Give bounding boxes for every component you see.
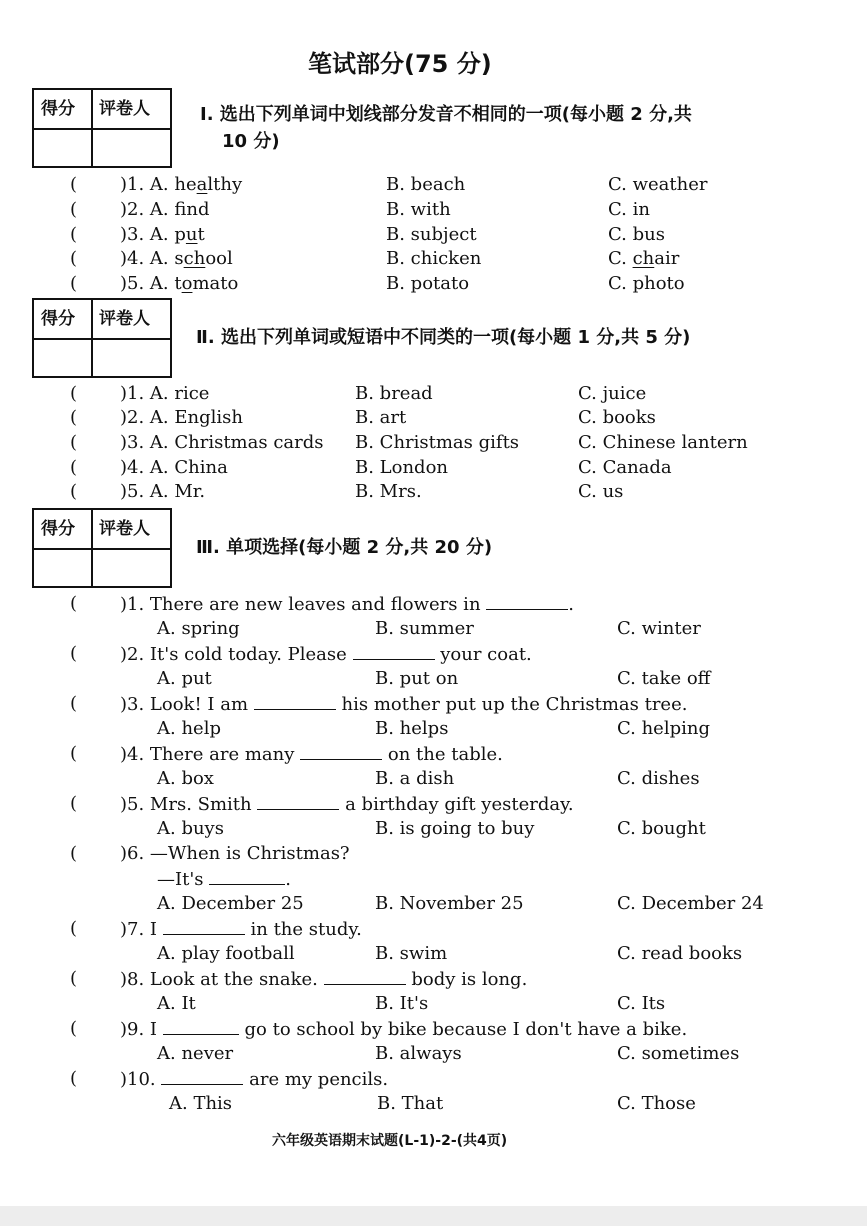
question-number: )2. A.: [120, 199, 169, 220]
option-c: C. in: [608, 199, 650, 220]
underlined-letters: ch: [183, 248, 206, 269]
answer-paren: (: [70, 1018, 78, 1039]
option-c: C. helping: [617, 718, 710, 739]
question-text: )10.: [120, 1069, 156, 1090]
option-c: C. dishes: [617, 768, 700, 789]
option-c: C. take off: [617, 668, 711, 689]
answer-blank[interactable]: [324, 968, 406, 985]
answer-paren: (: [70, 224, 78, 245]
question-stem: [0, 843, 867, 868]
score-box: [32, 508, 172, 588]
option-a: A. This: [169, 1093, 233, 1114]
option-a: school: [174, 248, 233, 269]
option-b: B. put on: [375, 668, 459, 689]
option-c: C. Chinese lantern: [578, 432, 748, 453]
answer-paren: (: [70, 457, 78, 478]
answer-paren: (: [70, 273, 78, 294]
option-a: A. box: [157, 768, 214, 789]
option-a: A. put: [157, 668, 212, 689]
score-label: 得分: [41, 309, 75, 329]
answer-blank[interactable]: [254, 693, 336, 710]
question-stem: ( )9. I go to school by bike because I don't have a bike.: [70, 1018, 688, 1040]
answer-blank[interactable]: [209, 868, 285, 885]
option-a: A. It: [157, 993, 196, 1014]
question-row: [0, 481, 867, 506]
question-text: )1. There are new leaves and flowers in: [120, 594, 481, 615]
option-b: B. always: [375, 1043, 462, 1064]
option-b: B. It's: [375, 993, 429, 1014]
answer-blank[interactable]: [163, 918, 245, 935]
question-text: —It's: [157, 869, 204, 890]
answer-paren: (: [70, 643, 78, 664]
answer-paren: (: [70, 432, 78, 453]
score-box: [32, 298, 172, 378]
option-b: B. beach: [386, 174, 466, 195]
question-text: )2. It's cold today. Please: [120, 644, 347, 665]
option-a: )2. A. English: [120, 407, 243, 428]
options-row: [0, 1093, 867, 1118]
question-row: [0, 457, 867, 482]
options-row: [0, 668, 867, 693]
section-1-heading: Ⅰ. 选出下列单词中划线部分发音不相同的一项(每小题 2 分,共: [200, 104, 692, 125]
option-a: A. December 25: [157, 893, 304, 914]
option-b: B. art: [355, 407, 407, 428]
question-stem: ( )4. There are many on the table.: [70, 743, 503, 765]
section-3-heading: Ⅲ. 单项选择(每小题 2 分,共 20 分): [196, 537, 493, 558]
option-c: C. sometimes: [617, 1043, 740, 1064]
answer-paren: (: [70, 481, 78, 502]
question-text: )6. —When is Christmas?: [120, 843, 350, 864]
question-text: )5. Mrs. Smith: [120, 794, 252, 815]
option-c: C. bus: [608, 224, 665, 245]
question-number: )3. A.: [120, 224, 169, 245]
answer-blank[interactable]: [257, 793, 339, 810]
options-row: [0, 818, 867, 843]
option-a: )1. A. rice: [120, 383, 210, 404]
option-b: B. bread: [355, 383, 433, 404]
question-row: [0, 273, 867, 298]
section-1-heading-cont: 10 分): [222, 131, 280, 152]
question-stem: ( )5. Mrs. Smith a birthday gift yesterday.: [70, 793, 574, 815]
option-c: C. winter: [617, 618, 701, 639]
option-b: B. potato: [386, 273, 470, 294]
answer-blank[interactable]: [353, 643, 435, 660]
option-b: B. with: [386, 199, 451, 220]
option-a: healthy: [174, 174, 243, 195]
option-a: A. buys: [157, 818, 224, 839]
option-a: fnd: [174, 199, 210, 220]
question-row: [0, 383, 867, 408]
options-row: [0, 618, 867, 643]
question-stem: ( )1. There are new leaves and flowers in .: [70, 593, 575, 615]
answer-paren: (: [70, 918, 78, 939]
question-stem: ( )2. It's cold today. Please your coat.: [70, 643, 532, 665]
option-c: C. weather: [608, 174, 708, 195]
question-stem: ( )8. Look at the snake. body is long.: [70, 968, 528, 990]
option-a: A. spring: [157, 618, 240, 639]
answer-paren: (: [70, 383, 78, 404]
underlined-letters: o: [181, 273, 193, 294]
grader-label: 评卷人: [99, 309, 150, 329]
answer-blank[interactable]: [161, 1068, 243, 1085]
option-b: B. London: [355, 457, 449, 478]
option-b: B. swim: [375, 943, 448, 964]
question-text: )4. There are many: [120, 744, 295, 765]
question-number: )4. A.: [120, 248, 169, 269]
option-b: B. chicken: [386, 248, 482, 269]
answer-paren: (: [70, 743, 78, 764]
score-label: 得分: [41, 519, 75, 539]
answer-paren: (: [70, 793, 78, 814]
option-a: put: [174, 224, 205, 245]
option-b: B. is going to buy: [375, 818, 535, 839]
question-stem-line2: —It's .: [157, 869, 291, 890]
answer-paren: (: [70, 199, 78, 220]
question-text: )9. I: [120, 1019, 158, 1040]
options-row: [0, 718, 867, 743]
answer-paren: (: [70, 174, 78, 195]
page-footer: 六年级英语期末试题(L-1)-2-(共4页): [272, 1133, 508, 1149]
option-c: C. juice: [578, 383, 647, 404]
grader-label: 评卷人: [99, 519, 150, 539]
underlined-letters: ch: [632, 248, 655, 269]
option-a: )4. A. China: [120, 457, 228, 478]
option-a: A. play football: [157, 943, 295, 964]
option-c: C. chair: [608, 248, 680, 269]
answer-blank[interactable]: [163, 1018, 239, 1035]
question-stem: ( )7. I in the study.: [70, 918, 362, 940]
answer-paren: (: [70, 1068, 78, 1089]
answer-blank[interactable]: [486, 593, 568, 610]
question-text: )3. Look! I am: [120, 694, 249, 715]
underlined-letters: a: [196, 174, 208, 195]
option-b: B. November 25: [375, 893, 524, 914]
question-row: [0, 407, 867, 432]
option-c: C. bought: [617, 818, 706, 839]
question-number: )5. A.: [120, 273, 169, 294]
question-row: [0, 174, 867, 199]
question-text: )8. Look at the snake.: [120, 969, 318, 990]
answer-blank[interactable]: [300, 743, 382, 760]
answer-paren: (: [70, 843, 78, 864]
question-number: )1. A.: [120, 174, 169, 195]
option-b: B. Mrs.: [355, 481, 422, 502]
option-c: C. read books: [617, 943, 743, 964]
answer-paren: (: [70, 248, 78, 269]
option-c: C. Its: [617, 993, 666, 1014]
answer-paren: (: [70, 693, 78, 714]
option-c: C. photo: [608, 273, 685, 294]
options-row: [0, 993, 867, 1018]
question-row: [0, 248, 867, 273]
grader-label: 评卷人: [99, 99, 150, 119]
answer-paren: (: [70, 407, 78, 428]
option-b: B. subject: [386, 224, 477, 245]
question-row: [0, 199, 867, 224]
options-row: [0, 893, 867, 918]
option-a: A. never: [157, 1043, 234, 1064]
question-text: )7. I: [120, 919, 158, 940]
option-a: )5. A. Mr.: [120, 481, 206, 502]
option-b: B. helps: [375, 718, 449, 739]
option-b: B. That: [377, 1093, 444, 1114]
question-row: [0, 432, 867, 457]
option-a: )3. A. Christmas cards: [120, 432, 324, 453]
option-b: B. Christmas gifts: [355, 432, 520, 453]
underlined-letters: u: [185, 224, 198, 245]
answer-paren: (: [70, 968, 78, 989]
option-b: B. a dish: [375, 768, 455, 789]
option-c: C. Those: [617, 1093, 696, 1114]
score-label: 得分: [41, 99, 75, 119]
option-a: A. help: [157, 718, 221, 739]
options-row: [0, 943, 867, 968]
section-2-heading: Ⅱ. 选出下列单词或短语中不同类的一项(每小题 1 分,共 5 分): [196, 327, 691, 348]
option-c: C. books: [578, 407, 656, 428]
option-a: tomato: [174, 273, 239, 294]
question-stem: ( )3. Look! I am his mother put up the Christmas tree.: [70, 693, 688, 715]
question-row: [0, 224, 867, 249]
option-c: C. Canada: [578, 457, 672, 478]
score-box: [32, 88, 172, 168]
question-stem: ( )10. are my pencils.: [70, 1068, 389, 1090]
option-c: C. us: [578, 481, 624, 502]
options-row: [0, 1043, 867, 1068]
page-title: 笔试部分(75 分): [308, 50, 492, 78]
options-row: [0, 768, 867, 793]
answer-paren: (: [70, 593, 78, 614]
option-b: B. summer: [375, 618, 474, 639]
option-c: C. December 24: [617, 893, 764, 914]
scan-bottom-band: [0, 1206, 867, 1226]
